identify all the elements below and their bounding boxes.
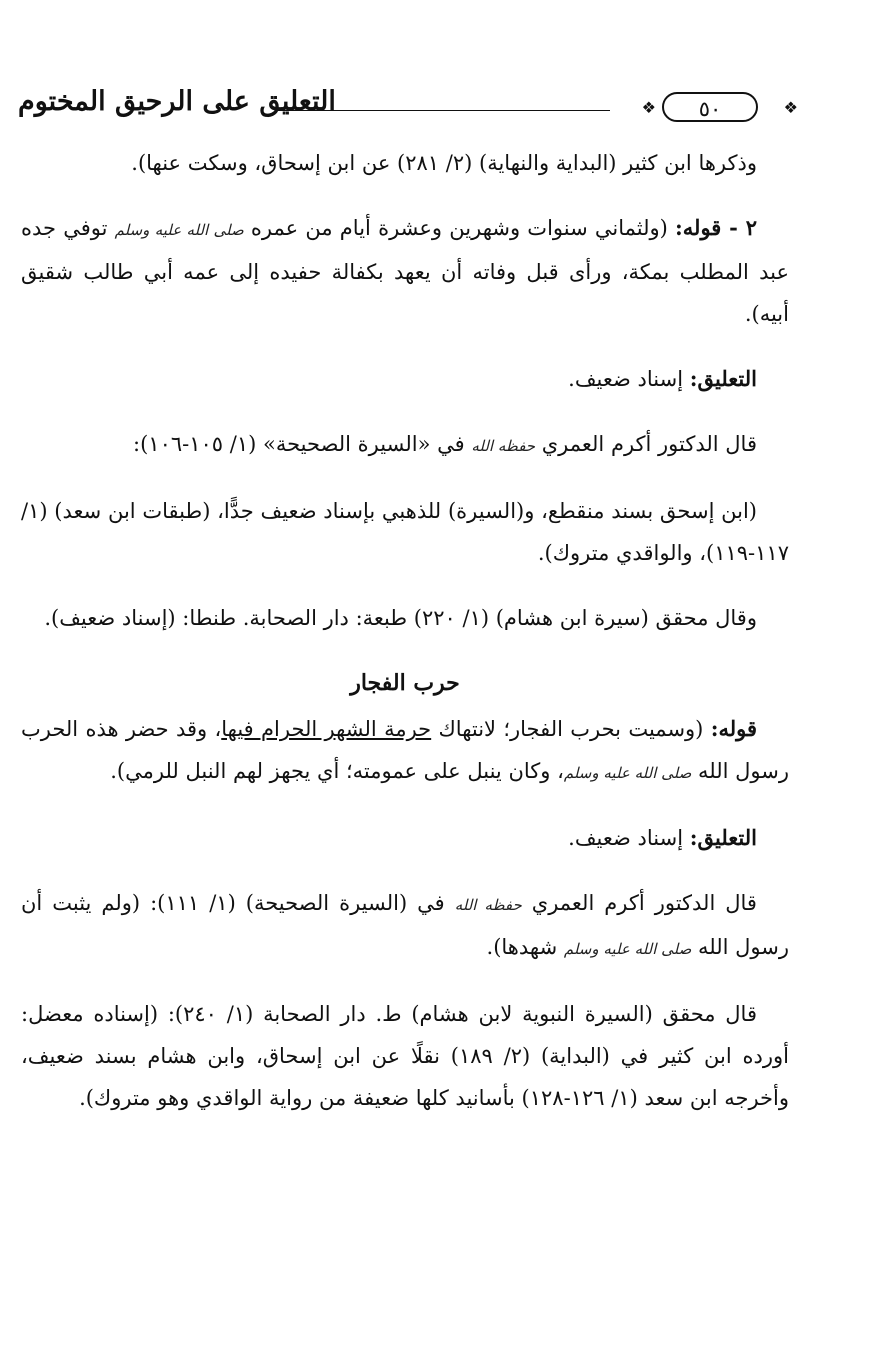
body-text: [21, 142, 789, 1142]
ornament-icon: ❖: [783, 98, 798, 117]
commentary-label: التعليق:: [689, 825, 757, 850]
paragraph: قال محقق (السيرة النبوية لابن هشام) ط. دار الصحابة (١/ ٢٤٠): (إسناده معضل: أورده ابن كثير في (البداية) (٢/ ١٨٩) نقلًا عن ابن إسحاق، وابن هشام بسند ضعيف، وأخرجه ابن سعد (١/ ١٢٦-١٢٨) بأسانيد كلها ضعيفة من رواية الواقدي وهو متروك).: [21, 1002, 789, 1110]
honorific: صلى الله عليه وسلم: [114, 221, 244, 239]
paragraph: قوله: (وسميت بحرب الفجار؛ لانتهاك حرمة الشهر الحرام فيها، وقد حضر هذه الحرب رسول الله صلى الله عليه وسلم، وكان ينبل على عمومته؛ أي يجهز لهم النبل للرمي).: [21, 716, 789, 783]
ornament-icon: ❖: [641, 98, 656, 117]
underlined-text: حرمة الشهر الحرام فيها: [221, 717, 432, 741]
paragraph: قال الدكتور أكرم العمري حفظه الله في «السيرة الصحيحة» (١/ ١٠٥-١٠٦):: [133, 432, 757, 456]
running-title: التعليق على الرحيق المختوم: [18, 86, 336, 117]
paragraph: ٢ - قوله: (ولثماني سنوات وشهرين وعشرة أيام من عمره صلى الله عليه وسلم توفي جده عبد المطلب بمكة، ورأى قبل وفاته أن يعهد بكفالة حفيده إلى عمه أبي طالب شقيق أبيه).: [21, 215, 789, 326]
honorific: حفظه الله: [471, 437, 536, 455]
honorific: حفظه الله: [454, 896, 522, 914]
paragraph: (ابن إسحق بسند منقطع، و(السيرة) للذهبي بإسناد ضعيف جدًّا، (طبقات ابن سعد) (١/ ١١٧-١١٩)، والواقدي متروك).: [21, 499, 789, 565]
item-label: ٢ - قوله:: [675, 215, 758, 240]
page-number: ٥٠: [662, 92, 758, 122]
paragraph: التعليق: إسناد ضعيف.: [568, 825, 757, 850]
paragraph: التعليق: إسناد ضعيف.: [568, 366, 757, 391]
page-header: [18, 86, 798, 138]
paragraph: وقال محقق (سيرة ابن هشام) (١/ ٢٢٠) طبعة: دار الصحابة. طنطا: (إسناد ضعيف).: [44, 606, 757, 630]
honorific: صلى الله عليه وسلم: [563, 764, 692, 782]
honorific: صلى الله عليه وسلم: [563, 940, 692, 958]
paragraph: وذكرها ابن كثير (البداية والنهاية) (٢/ ٢٨١) عن ابن إسحاق، وسكت عنها).: [131, 151, 757, 175]
item-label: قوله:: [710, 716, 757, 741]
commentary-label: التعليق:: [689, 366, 757, 391]
section-heading: حرب الفجار: [350, 670, 460, 696]
paragraph: قال الدكتور أكرم العمري حفظه الله في (السيرة الصحيحة) (١/ ١١١): (ولم يثبت أن رسول الله صلى الله عليه وسلم شهدها).: [21, 891, 789, 959]
